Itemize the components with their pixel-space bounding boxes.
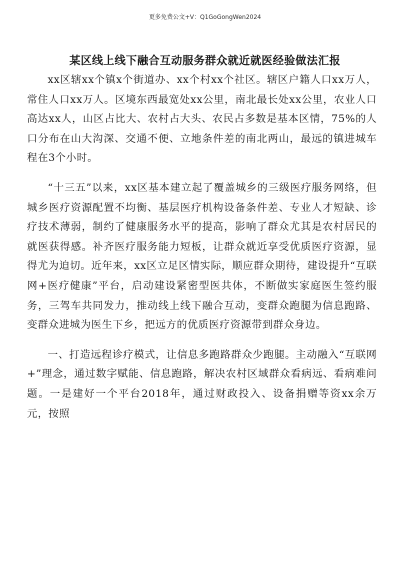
- document-body: [27, 71, 377, 434]
- header-note: 更多免费公文+V：Q1GoGongWen2024: [148, 14, 262, 21]
- document-title: 某区线上线下融合互动服务群众就近就医经验做法汇报: [69, 54, 341, 67]
- paragraph-region-overview: xx区辖xx个镇x个街道办、xx个村xx个社区。辖区户籍人口xx万人，常住人口xx万人。区境东西最宽处xx公里，南北最长处xx公里，农业人口高达xx人，山区占比大、农村占大头、农民占多数是基本区情，75%的人口分布在山大沟深、交通不便、立地条件差的南北两山，最远的镇进城车程在3个小时。: [27, 74, 377, 165]
- paragraph-section-one: 一、打造远程诊疗模式，让信息多跑路群众少跑腿。主动融入“互联网+”理念，通过数字赋能、信息跑路，解决农村区域群众看病远、看病难问题。一是建好一个平台2018年，通过财政投入、设备捐赠等资xx余万元，按照: [27, 348, 377, 420]
- paragraph-background: “十三五”以来，xx区基本建立起了覆盖城乡的三级医疗服务网络，但城乡医疗资源配置不均衡、基层医疗机构设备条件差、专业人才短缺、诊疗技术薄弱，制约了健康服务水平的提高，影响了群众尤其是农村居民的就医获得感。补齐医疗服务能力短板，让群众就近享受优质医疗资源，显得尤为迫切。近年来，xx区立足区情实际，顺应群众期待，建设提升“互联网+医疗健康”平台，启动建设紧密型医共体，不断做实家庭医生签约服务，三驾车共同发力，推动线上线下融合互动，变群众跑腿为信息跑路、变群众进城为医生下乡，把远方的优质医疗资源带到群众身边。: [27, 181, 377, 332]
